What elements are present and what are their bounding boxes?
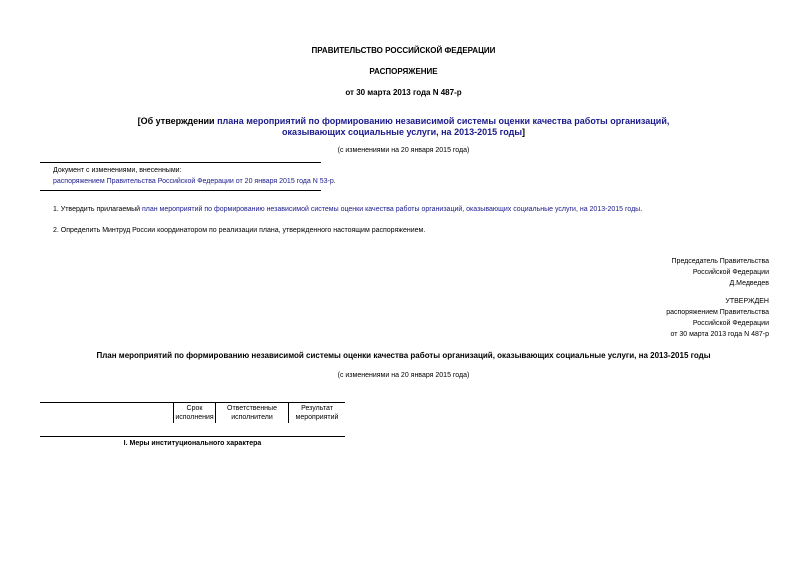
title-suffix: ] xyxy=(522,127,526,137)
item-1 xyxy=(53,205,642,214)
table-header-bottom-border xyxy=(40,436,345,437)
title-line-1 xyxy=(0,116,807,127)
approved-title: УТВЕРЖДЕН xyxy=(725,298,769,305)
plan-title: План мероприятий по формированию независимой системы оценки качества работы организаций, оказывающих социальные услуги, на 2013-2015 годы xyxy=(96,351,711,360)
table-header-responsible xyxy=(216,404,288,422)
approved-date: от 30 марта 2013 года N 487-р xyxy=(670,331,769,338)
deadline-line-1: Срок xyxy=(186,405,203,412)
item-1-prefix: 1. Утвердить прилагаемый xyxy=(53,206,142,213)
amendments-label: Документ с изменениями, внесенными: xyxy=(53,167,182,174)
table-header-result xyxy=(289,404,345,422)
changes-note: (с изменениями на 20 января 2015 года) xyxy=(337,147,470,154)
result-line-2: мероприятий xyxy=(295,414,339,421)
title-line-2 xyxy=(0,127,807,138)
document-type: РАСПОРЯЖЕНИЕ xyxy=(369,67,438,76)
result-line-1: Результат xyxy=(301,405,333,412)
table-top-border xyxy=(40,402,345,403)
deadline-line-2: исполнения xyxy=(175,414,214,421)
approved-by: распоряжением Правительства xyxy=(666,309,769,316)
title-prefix: [Об утверждении xyxy=(137,116,218,126)
amendment-link[interactable]: распоряжением Правительства Российской Федерации от 20 января 2015 года N 53-р xyxy=(53,178,334,185)
plan-link-title-part-1[interactable]: плана мероприятий по формированию независимой системы оценки качества работы организаций, xyxy=(217,116,670,126)
amendments-entry xyxy=(53,177,336,186)
amendment-tail: . xyxy=(333,178,336,185)
table-header-deadline xyxy=(174,404,215,422)
signature-block xyxy=(672,257,769,288)
item-1-plan-link[interactable]: план мероприятий по формированию независимой системы оценки качества работы организаций, оказывающих социальные услуги, на 2013-2015 годы xyxy=(141,206,641,213)
item-1-suffix: . xyxy=(640,206,643,213)
table-section-1: I. Меры институционального характера xyxy=(123,440,262,447)
signature-position: Председатель Правительства xyxy=(671,258,769,265)
amendments-top-divider xyxy=(40,162,321,163)
plan-link-title-part-2[interactable]: оказывающих социальные услуги, на 2013-2015 годы xyxy=(281,127,523,137)
document-date-number: от 30 марта 2013 года N 487-р xyxy=(345,88,462,97)
amendments-bottom-divider xyxy=(40,190,321,191)
signature-name: Д.Медведев xyxy=(729,280,769,287)
responsible-line-1: Ответственные xyxy=(227,405,277,412)
item-2: 2. Определить Минтруд России координатором по реализации плана, утвержденного настоящим распоряжением. xyxy=(53,227,426,234)
approved-block xyxy=(666,297,769,339)
document-title xyxy=(0,116,807,138)
approved-country: Российской Федерации xyxy=(692,320,769,327)
plan-changes-note: (с изменениями на 20 января 2015 года) xyxy=(337,372,470,379)
responsible-line-2: исполнители xyxy=(231,414,273,421)
government-name: ПРАВИТЕЛЬСТВО РОССИЙСКОЙ ФЕДЕРАЦИИ xyxy=(311,46,496,55)
signature-country: Российской Федерации xyxy=(692,269,769,276)
